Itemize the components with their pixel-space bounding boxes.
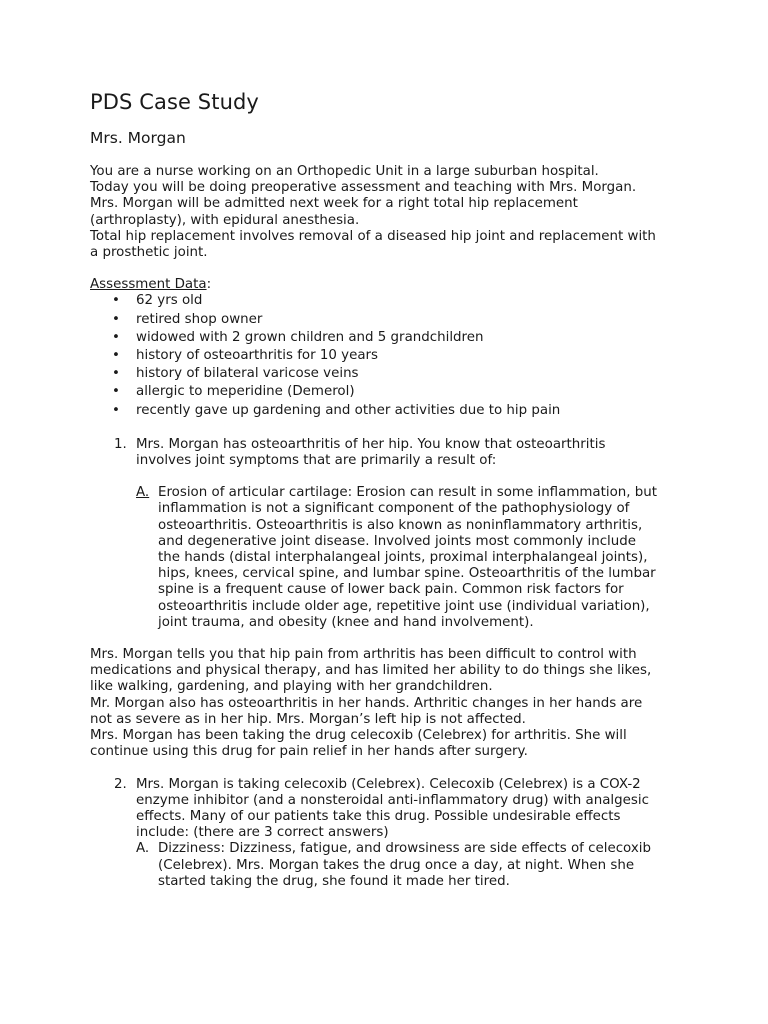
question-2-text: Mrs. Morgan is taking celecoxib (Celebrex). Celecoxib (Celebrex) is a COX-2 enzyme inhibitor (and a nonsteroidal anti-inflammatory drug) with analgesic effects. Many of our patients take this drug. Possible undesirable effects include: (there are 3 correct answers) [136, 776, 649, 841]
question-2-answer-letter: A. [136, 841, 150, 857]
bullet-icon: • [112, 366, 120, 382]
bullet-icon: • [112, 384, 120, 400]
list-item [90, 330, 690, 346]
list-item-text: history of bilateral varicose veins [136, 366, 359, 382]
list-item [90, 348, 690, 364]
document-page [90, 88, 690, 890]
question-1-number: 1. [114, 436, 127, 452]
document-title: PDS Case Study [90, 90, 259, 114]
question-1 [90, 437, 690, 469]
list-item [90, 366, 690, 382]
bullet-icon: • [112, 402, 120, 418]
list-item [90, 384, 690, 400]
middle-paragraph: Mrs. Morgan tells you that hip pain from arthritis has been difficult to control with medications and physical therapy, and has limited her ability to do things she likes, like walking, gardening, and playing with her grandchildren. Mr. Morgan also has osteoarthritis in her hands. Arthritic changes in her hands are not as severe as in her hip. Mrs. Morgan’s left hip is not affected. Mrs. Morgan has been taking the drug celecoxib (Celebrex) for arthritis. She will continue using this drug for pain relief in her hands after surgery. [90, 647, 652, 760]
list-item [90, 403, 690, 419]
list-item-text: history of osteoarthritis for 10 years [136, 348, 379, 364]
assessment-heading [90, 277, 690, 293]
question-1-answer-letter: A. [136, 485, 150, 501]
bullet-icon: • [112, 329, 120, 345]
spacer [90, 261, 690, 277]
question-1-text: Mrs. Morgan has osteoarthritis of her hip. You know that osteoarthritis involves joint symptoms that are primarily a result of: [136, 436, 606, 469]
assessment-colon: : [206, 277, 212, 293]
list-item [90, 312, 690, 328]
question-2-answer-text: Dizziness: Dizziness, fatigue, and drowsiness are side effects of celecoxib (Celebrex). Mrs. Morgan takes the drug once a day, at night. When she started taking the drug, she found it made her tired. [158, 841, 651, 889]
intro-paragraph: You are a nurse working on an Orthopedic Unit in a large suburban hospital. Today you will be doing preoperative assessment and teaching with Mrs. Morgan. Mrs. Morgan will be admitted next week for a right total hip replacement (arthroplasty), with epidural anesthesia. Total hip replacement involves removal of a diseased hip joint and replacement with a prosthetic joint. [90, 164, 656, 261]
assessment-label: Assessment Data [90, 277, 207, 293]
question-1-answer-text: Erosion of articular cartilage: Erosion can result in some inflammation, but inflammation is not a significant component of the pathophysiology of osteoarthritis. Osteoarthritis is also known as noninflammatory arthritis, and degenerative joint disease. Involved joints most commonly include the hands (distal interphalangeal joints, proximal interphalangeal joints), hips, knees, cervical spine, and lumbar spine. Osteoarthritis of the lumbar spine is a frequent cause of lower back pain. Common risk factors for osteoarthritis include older age, repetitive joint use (individual variation), joint trauma, and obesity (knee and hand involvement). [158, 485, 658, 630]
list-item-text: retired shop owner [136, 311, 263, 327]
question-2 [90, 777, 690, 842]
bullet-icon: • [112, 348, 120, 364]
list-item-text: allergic to meperidine (Demerol) [136, 384, 355, 400]
question-2-number: 2. [114, 776, 127, 792]
question-2-answer [90, 841, 690, 890]
bullet-icon: • [112, 293, 120, 309]
spacer [90, 469, 690, 485]
spacer [90, 631, 690, 647]
assessment-list [90, 293, 690, 418]
question-1-answer [90, 485, 690, 631]
spacer [90, 421, 690, 437]
list-item-text: widowed with 2 grown children and 5 grandchildren [136, 329, 484, 345]
spacer [90, 761, 690, 777]
list-item-text: recently gave up gardening and other activities due to hip pain [136, 402, 561, 418]
case-subtitle: Mrs. Morgan [90, 129, 186, 147]
list-item-text: 62 yrs old [136, 293, 203, 309]
bullet-icon: • [112, 311, 120, 327]
list-item [90, 293, 690, 309]
